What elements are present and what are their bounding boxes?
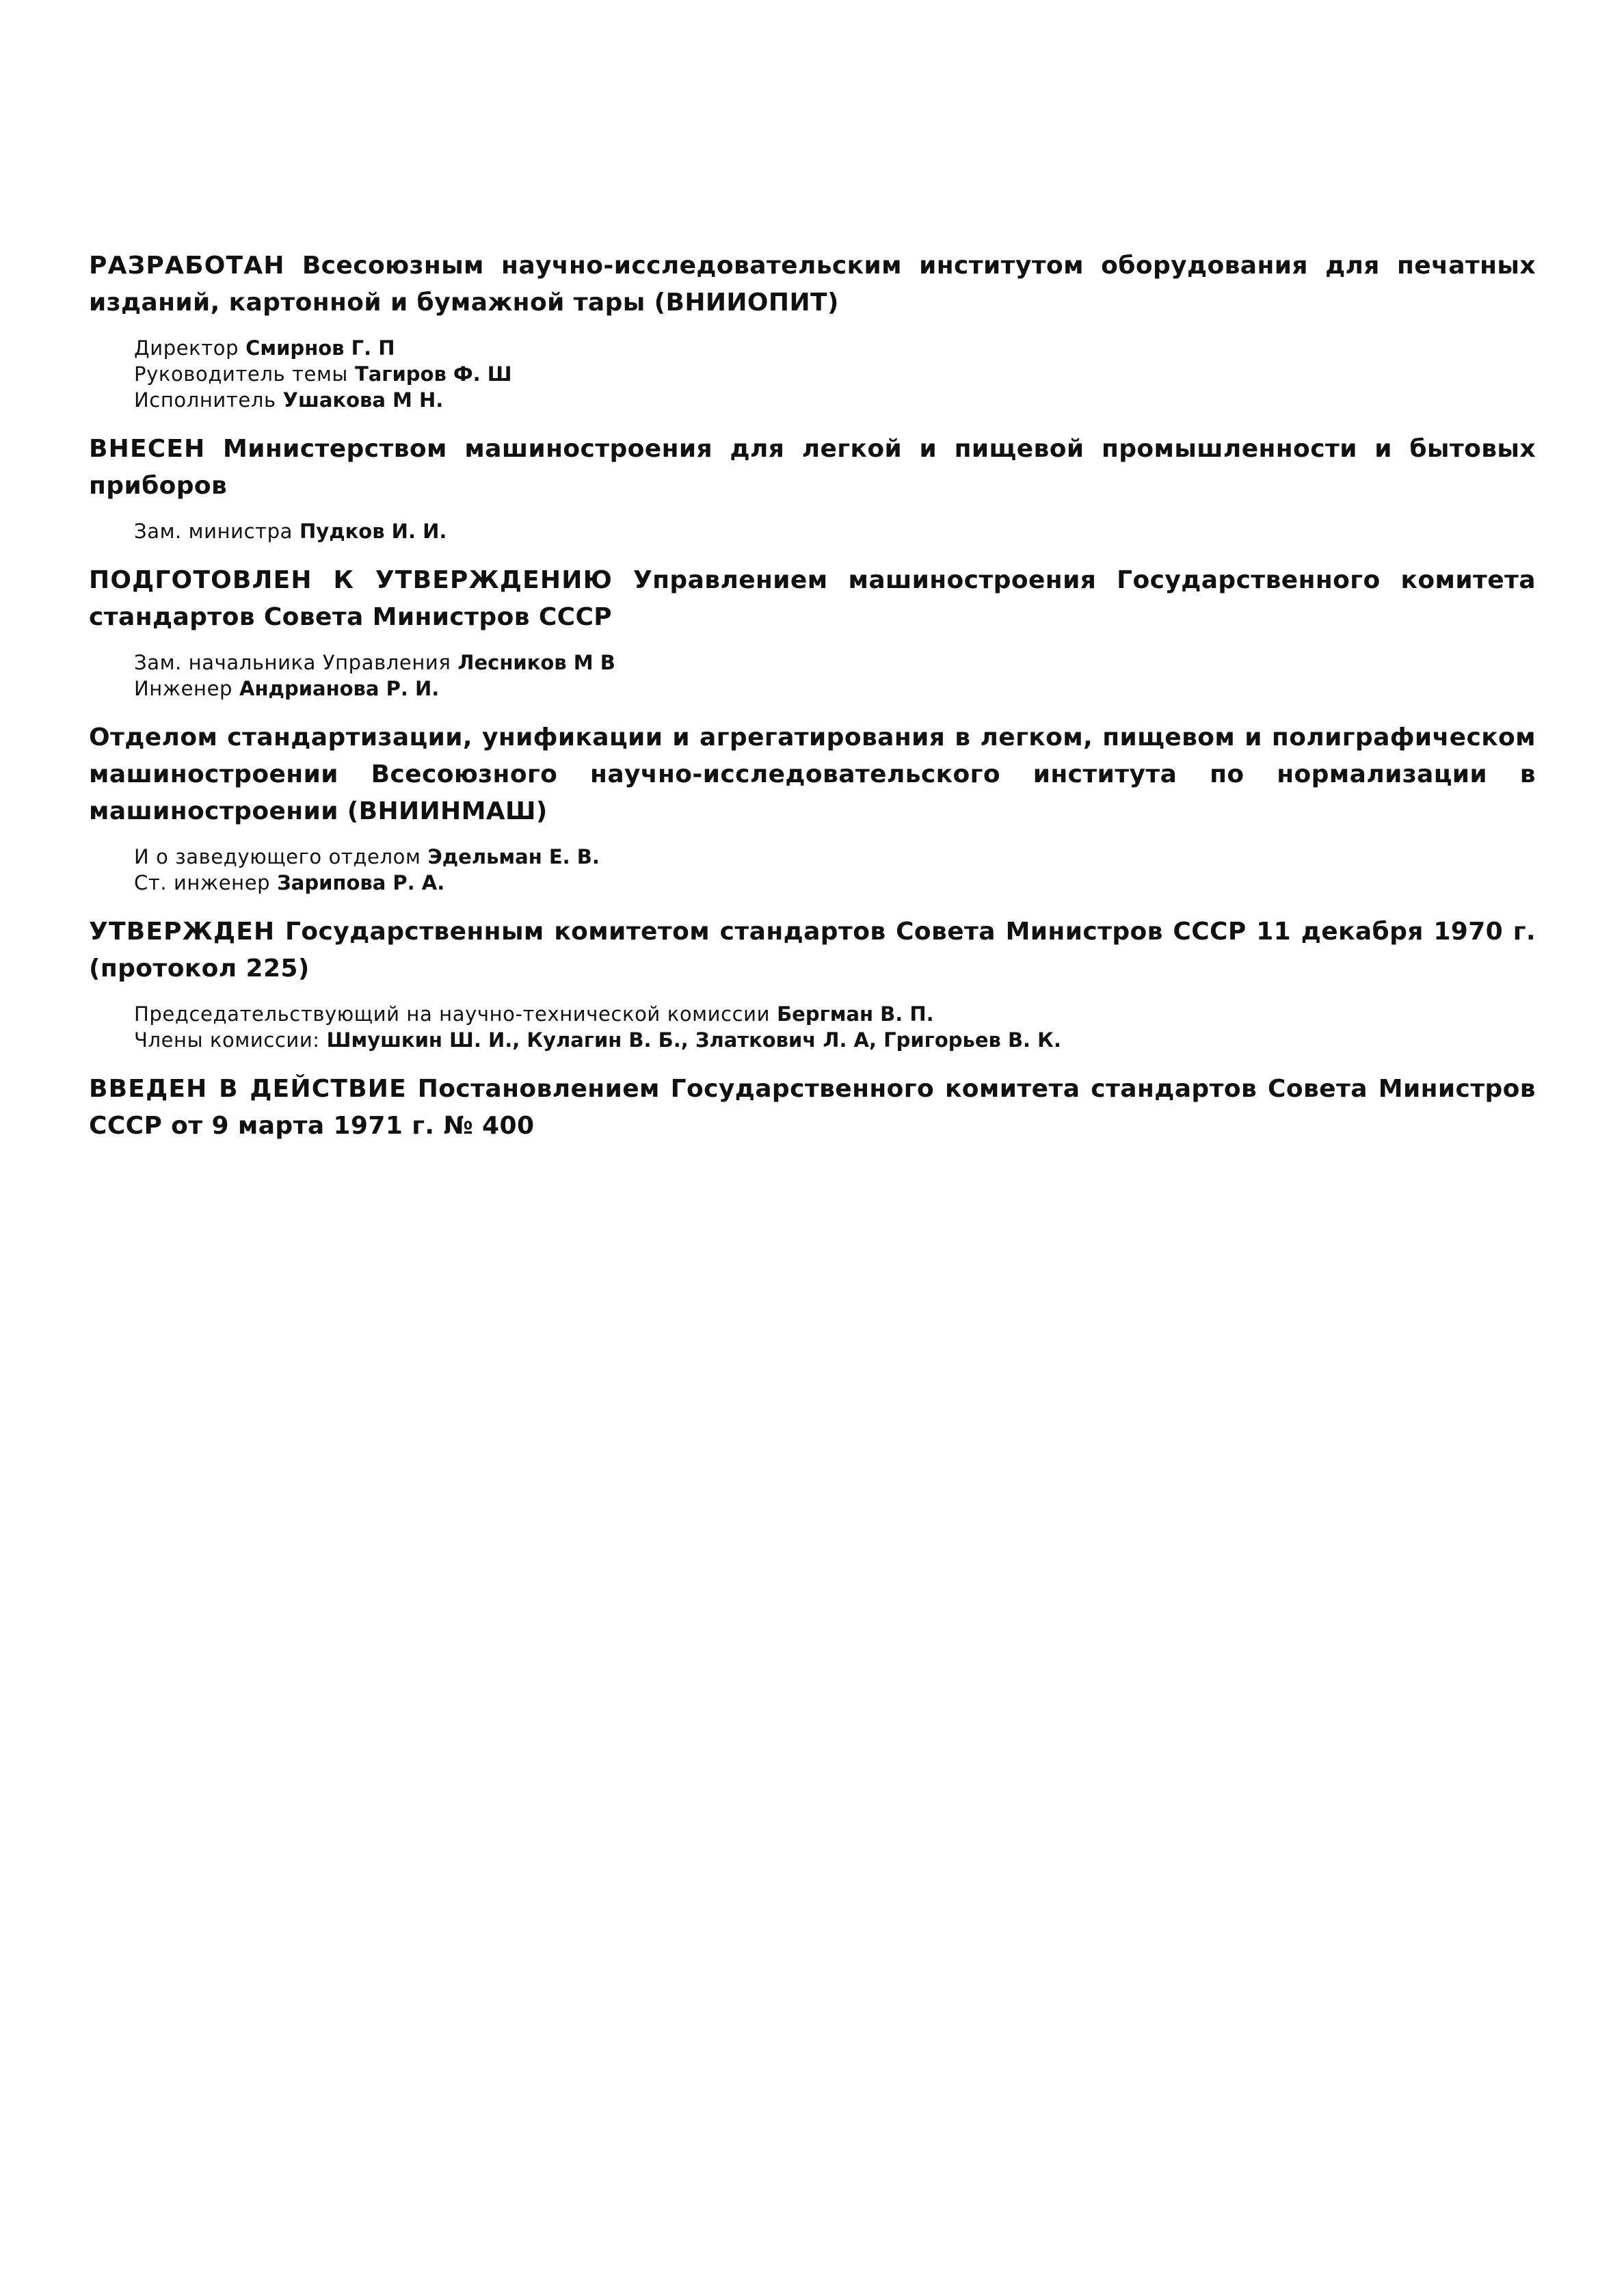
person-name: Шмушкин Ш. И., Кулагин В. Б., Златкович Л. А, Григорьев В. К. — [326, 1028, 1061, 1052]
person-line — [134, 1027, 1536, 1053]
section-heading — [89, 719, 1536, 830]
person-line — [134, 335, 1536, 361]
section-lead: УТВЕРЖДЕН — [89, 918, 276, 946]
section-text: Государственным комитетом стандартов Совета Министров СССР 11 декабря 1970 г. (протокол 225) — [89, 918, 1536, 983]
person-name: Смирнов Г. П — [245, 336, 395, 360]
person-line — [134, 518, 1536, 544]
section-text: Постановлением Государственного комитета стандартов Совета Министров СССР от 9 марта 1971 г. № 400 — [89, 1075, 1536, 1140]
person-role: Зам. министра — [134, 520, 293, 543]
people-list — [134, 844, 1536, 896]
document-body — [89, 248, 1536, 1162]
person-name: Эдельман Е. В. — [427, 845, 600, 868]
person-role: Члены комиссии: — [134, 1028, 320, 1052]
person-role: Исполнитель — [134, 388, 276, 412]
section-text: Управлением машиностроения Государственного комитета стандартов Совета Министров СССР — [89, 566, 1536, 631]
person-role: Инженер — [134, 677, 233, 700]
person-line — [134, 387, 1536, 413]
person-role: Ст. инженер — [134, 871, 271, 894]
person-line — [134, 361, 1536, 387]
person-line — [134, 650, 1536, 676]
section-lead: ВНЕСЕН — [89, 435, 206, 463]
section-lead: РАЗРАБОТАН — [89, 252, 285, 280]
person-line — [134, 1001, 1536, 1027]
person-name: Зарипова Р. А. — [277, 871, 445, 894]
section-heading — [89, 562, 1536, 636]
person-role: Руководитель темы — [134, 362, 348, 386]
person-name: Андрианова Р. И. — [239, 677, 440, 700]
person-role: Председательствующий на научно-технической комиссии — [134, 1002, 771, 1026]
section-text: Отделом стандартизации, унификации и агрегатирования в легком, пищевом и полиграфическом машиностроении Всесоюзного научно-исследовательского института по нормализации в машиностроении (ВНИИНМАШ) — [89, 723, 1536, 825]
section-heading — [89, 248, 1536, 321]
section-heading — [89, 914, 1536, 987]
section-department — [89, 719, 1536, 896]
person-name: Тагиров Ф. Ш — [354, 362, 512, 386]
people-list — [134, 650, 1536, 702]
person-name: Пудков И. И. — [299, 520, 447, 543]
people-list — [134, 518, 1536, 544]
section-approved — [89, 914, 1536, 1053]
people-list — [134, 1001, 1536, 1053]
section-developed — [89, 248, 1536, 413]
person-line — [134, 676, 1536, 702]
person-line — [134, 844, 1536, 870]
person-name: Бергман В. П. — [777, 1002, 934, 1026]
person-name: Лесников М В — [457, 651, 615, 674]
people-list — [134, 335, 1536, 413]
section-heading — [89, 431, 1536, 505]
section-text: Всесоюзным научно-исследовательским институтом оборудования для печатных изданий, картонной и бумажной тары (ВНИИОПИТ) — [89, 252, 1536, 317]
section-prepared — [89, 562, 1536, 702]
person-role: Директор — [134, 336, 239, 360]
section-heading — [89, 1071, 1536, 1145]
section-lead: ПОДГОТОВЛЕН К УТВЕРЖДЕНИЮ — [89, 566, 613, 594]
person-role: Зам. начальника Управления — [134, 651, 451, 674]
section-text: Министерством машиностроения для легкой и пищевой промышленности и бытовых приборов — [89, 435, 1536, 500]
section-enacted — [89, 1071, 1536, 1145]
section-introduced — [89, 431, 1536, 544]
person-role: И о заведующего отделом — [134, 845, 421, 868]
person-line — [134, 870, 1536, 896]
person-name: Ушакова М Н. — [282, 388, 444, 412]
section-lead: ВВЕДЕН В ДЕЙСТВИЕ — [89, 1075, 407, 1103]
